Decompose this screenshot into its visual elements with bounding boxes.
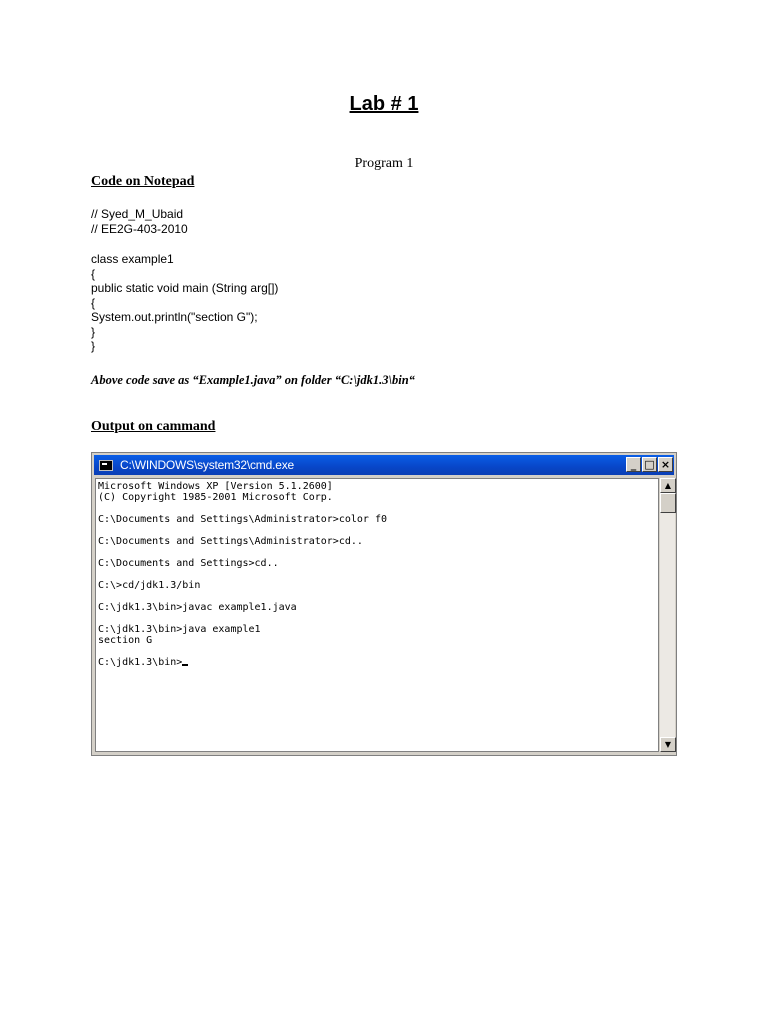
console-line: C:\jdk1.3\bin>javac example1.java xyxy=(98,602,297,613)
code-line: { xyxy=(91,266,96,281)
scroll-up-button[interactable]: ▲ xyxy=(660,478,676,493)
console-line: section G xyxy=(98,635,153,646)
cmd-window xyxy=(91,452,677,756)
code-comment: // EE2G-403-2010 xyxy=(91,221,188,236)
cmd-window-title: C:\WINDOWS\system32\cmd.exe xyxy=(120,458,294,472)
console-output[interactable] xyxy=(95,478,659,752)
output-heading: Output on cammand xyxy=(91,419,216,434)
cmd-titlebar[interactable] xyxy=(94,455,674,475)
console-line xyxy=(98,569,658,580)
console-line: (C) Copyright 1985-2001 Microsoft Corp. xyxy=(98,492,333,503)
code-line: class example1 xyxy=(91,252,174,266)
scroll-thumb[interactable] xyxy=(660,493,676,513)
console-line xyxy=(98,591,658,602)
save-note: Above code save as “Example1.java” on folder “C:\jdk1.3\bin“ xyxy=(91,373,415,387)
code-line: public static void main (String arg[]) xyxy=(91,281,279,295)
page-title: Lab # 1 xyxy=(349,93,419,115)
console-line: Microsoft Windows XP [Version 5.1.2600] xyxy=(98,481,333,492)
console-line: C:\Documents and Settings\Administrator>cd.. xyxy=(98,536,363,547)
code-line: System.out.println("section G"); xyxy=(91,310,258,324)
code-line: } xyxy=(91,339,96,353)
console-icon[interactable] xyxy=(99,460,113,471)
scroll-down-button[interactable]: ▼ xyxy=(660,737,676,752)
console-prompt-line[interactable] xyxy=(98,657,658,668)
text-cursor xyxy=(182,664,188,666)
console-line: C:\Documents and Settings>cd.. xyxy=(98,558,279,569)
close-button[interactable]: × xyxy=(658,457,673,472)
program-label: Program 1 xyxy=(354,156,414,171)
vertical-scrollbar[interactable] xyxy=(659,478,675,752)
console-line xyxy=(98,613,658,624)
code-spacer xyxy=(91,236,278,252)
console-line: C:\jdk1.3\bin>java example1 xyxy=(98,624,261,635)
console-line: C:\Documents and Settings\Administrator>color f0 xyxy=(98,514,387,525)
minimize-button[interactable]: _ xyxy=(626,457,641,472)
code-comment: // Syed_M_Ubaid xyxy=(91,207,184,221)
code-line: { xyxy=(91,295,96,310)
code-heading: Code on Notepad xyxy=(91,174,195,189)
console-line xyxy=(98,525,658,536)
maximize-button[interactable]: □ xyxy=(642,457,657,472)
console-line xyxy=(98,646,658,657)
console-line: C:\>cd/jdk1.3/bin xyxy=(98,580,201,591)
window-controls xyxy=(626,457,673,472)
console-prompt: C:\jdk1.3\bin> xyxy=(98,657,183,668)
console-line xyxy=(98,503,658,514)
code-block xyxy=(91,207,278,354)
code-line: } xyxy=(91,324,96,339)
console-line xyxy=(98,547,658,558)
